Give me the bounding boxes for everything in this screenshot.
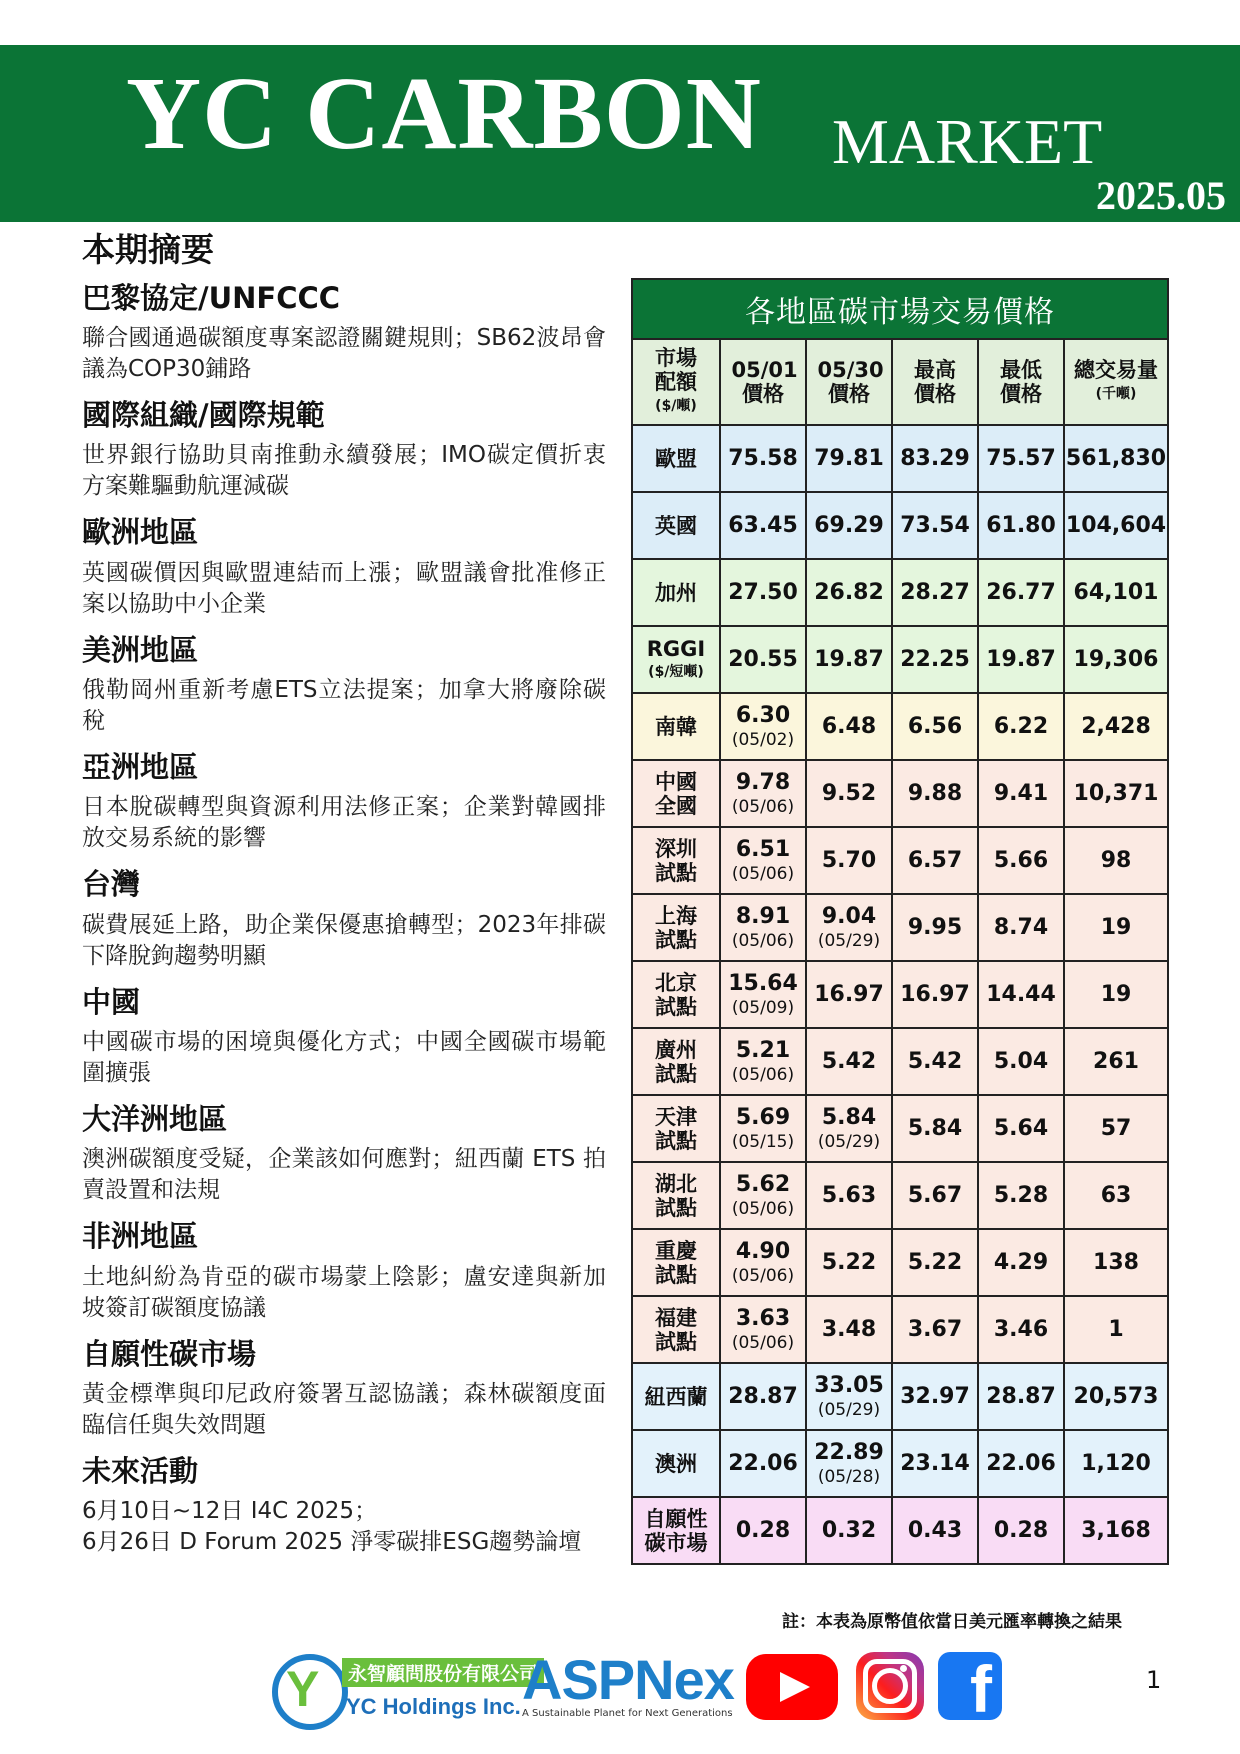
cell-0501-date: (05/06) (731, 1199, 795, 1219)
cell-0530: 19.87 (806, 626, 892, 693)
cell-0501 (720, 1162, 806, 1229)
table-row (632, 559, 1168, 626)
cell-0501-date: (05/06) (731, 1333, 795, 1353)
instagram-icon[interactable] (856, 1652, 924, 1720)
cell-0530: 79.81 (806, 425, 892, 492)
summary-column (82, 230, 606, 1572)
cell-market-l2: 試點 (655, 1262, 697, 1287)
brand-title: YC CARBON (126, 56, 762, 171)
cell-market (632, 1497, 720, 1564)
cell-0530: 0.32 (806, 1497, 892, 1564)
section-text: 世界銀行協助貝南推動永續發展；IMO碳定價折衷方案難驅動航運減碳 (82, 442, 606, 500)
cell-volume: 104,604 (1064, 492, 1168, 559)
brand-subtitle: MARKET (832, 106, 1103, 177)
cell-0501-date: (05/06) (731, 1266, 795, 1286)
cell-low: 4.29 (978, 1229, 1064, 1296)
cell-0501 (720, 1296, 806, 1363)
section-text: 中國碳市場的困境與優化方式；中國全國碳市場範圍擴張 (82, 1029, 606, 1086)
cell-0501: 0.28 (720, 1497, 806, 1564)
summary-section (82, 1103, 606, 1206)
cell-market (632, 961, 720, 1028)
cell-market-label: RGGI (646, 636, 706, 661)
cell-0530 (806, 1363, 892, 1430)
section-title: 中國 (82, 984, 141, 1019)
col-header-market-label: 市場配額 (655, 346, 697, 394)
section-title: 巴黎協定/UNFCCC (82, 280, 341, 315)
cell-market-l2: 試點 (655, 1061, 697, 1086)
cell-market-l2: 試點 (655, 1195, 697, 1220)
cell-volume: 561,830 (1064, 425, 1168, 492)
cell-0501-value: 15.64 (728, 971, 798, 996)
footer (0, 1648, 1240, 1748)
table-header-row (632, 339, 1168, 425)
cell-market (632, 1028, 720, 1095)
cell-market-l1: 上海 (655, 903, 697, 928)
summary-section (82, 634, 606, 737)
cell-0501-date: (05/15) (731, 1132, 795, 1152)
section-title: 亞洲地區 (82, 749, 199, 784)
section-title: 美洲地區 (82, 632, 199, 667)
cell-market-l1: 深圳 (655, 836, 697, 861)
section-title: 自願性碳市場 (82, 1336, 257, 1371)
cell-0501-date: (05/06) (731, 1065, 795, 1085)
cell-low: 14.44 (978, 961, 1064, 1028)
cell-low: 0.28 (978, 1497, 1064, 1564)
col-header-volume (1064, 339, 1168, 425)
cell-low: 22.06 (978, 1430, 1064, 1497)
table-row (632, 492, 1168, 559)
cell-market: 澳洲 (632, 1430, 720, 1497)
table-caption: 各地區碳市場交易價格 (632, 279, 1168, 339)
summary-section (82, 282, 606, 385)
table-row (632, 1296, 1168, 1363)
cell-market-l1: 福建 (655, 1305, 697, 1330)
cell-high: 22.25 (892, 626, 978, 693)
col-header-0501-label: 05/01價格 (731, 358, 798, 406)
section-text: 澳洲碳額度受疑，企業該如何應對；紐西蘭 ETS 拍賣設置和法規 (82, 1146, 606, 1204)
cell-market-l1: 中國 (655, 769, 697, 794)
yc-holdings-cn-name: 永智顧問股份有限公司 (342, 1658, 544, 1687)
table-row (632, 760, 1168, 827)
cell-0530: 69.29 (806, 492, 892, 559)
cell-market-l2: 試點 (655, 1128, 697, 1153)
cell-volume: 3,168 (1064, 1497, 1168, 1564)
cell-market: 英國 (632, 492, 720, 559)
cell-low: 75.57 (978, 425, 1064, 492)
col-header-volume-label: 總交易量 (1074, 358, 1158, 382)
cell-0530: 5.42 (806, 1028, 892, 1095)
cell-0530 (806, 894, 892, 961)
cell-high: 5.22 (892, 1229, 978, 1296)
facebook-icon[interactable]: f (938, 1652, 1002, 1720)
cell-market-l2: 全國 (655, 793, 697, 818)
cell-0501-value: 3.63 (735, 1306, 791, 1331)
cell-market-l2: 試點 (655, 994, 697, 1019)
cell-0530: 5.22 (806, 1229, 892, 1296)
cell-market-l2: 試點 (655, 860, 697, 885)
cell-market-l1: 天津 (655, 1104, 697, 1129)
summary-section (82, 1220, 606, 1323)
cell-0530-value: 22.89 (814, 1440, 884, 1465)
cell-market-l2: 碳市場 (644, 1530, 708, 1555)
col-header-0530 (806, 339, 892, 425)
cell-high: 0.43 (892, 1497, 978, 1564)
cell-market-l1: 重慶 (655, 1238, 697, 1263)
cell-0501 (720, 1028, 806, 1095)
cell-market (632, 827, 720, 894)
cell-high: 3.67 (892, 1296, 978, 1363)
cell-0501-value: 8.91 (735, 904, 791, 929)
cell-market-l1: 湖北 (655, 1171, 697, 1196)
cell-0501 (720, 760, 806, 827)
section-text: 俄勒岡州重新考慮ETS立法提案；加拿大將廢除碳稅 (82, 676, 606, 734)
cell-market-l1: 廣州 (655, 1037, 697, 1062)
section-title: 歐洲地區 (82, 515, 199, 550)
aspnex-logo[interactable] (522, 1648, 734, 1732)
cell-0501 (720, 894, 806, 961)
cell-0501-value: 5.62 (735, 1172, 791, 1197)
cell-0530 (806, 1430, 892, 1497)
cell-0501-date: (05/02) (731, 730, 795, 750)
cell-low: 26.77 (978, 559, 1064, 626)
cell-0530-date: (05/29) (817, 1132, 881, 1152)
cell-low: 61.80 (978, 492, 1064, 559)
instagram-dot (900, 1665, 907, 1672)
cell-0501: 20.55 (720, 626, 806, 693)
cell-0530: 16.97 (806, 961, 892, 1028)
cell-0501-value: 5.21 (735, 1038, 791, 1063)
cell-market (632, 760, 720, 827)
cell-high: 9.95 (892, 894, 978, 961)
cell-market-l2: 試點 (655, 1329, 697, 1354)
cell-volume: 1,120 (1064, 1430, 1168, 1497)
col-header-volume-unit: (千噸) (1095, 386, 1137, 402)
cell-low: 5.28 (978, 1162, 1064, 1229)
cell-0530-value: 33.05 (814, 1373, 884, 1398)
cell-volume: 10,371 (1064, 760, 1168, 827)
table-row (632, 1162, 1168, 1229)
summary-section (82, 1338, 606, 1441)
cell-low: 19.87 (978, 626, 1064, 693)
cell-high: 9.88 (892, 760, 978, 827)
summary-section (82, 751, 606, 854)
cell-0501-date: (05/09) (731, 998, 795, 1018)
cell-low: 28.87 (978, 1363, 1064, 1430)
cell-high: 73.54 (892, 492, 978, 559)
event-line: 6月10日~12日 I4C 2025； (82, 1498, 378, 1525)
cell-0501-date: (05/06) (731, 797, 795, 817)
col-header-low-label: 最低價格 (1000, 358, 1042, 406)
cell-volume: 98 (1064, 827, 1168, 894)
cell-volume: 138 (1064, 1229, 1168, 1296)
cell-high: 16.97 (892, 961, 978, 1028)
cell-0501 (720, 961, 806, 1028)
cell-0501-date: (05/06) (731, 931, 795, 951)
table-row (632, 894, 1168, 961)
table-row (632, 1363, 1168, 1430)
cell-low: 6.22 (978, 693, 1064, 760)
cell-0530: 5.63 (806, 1162, 892, 1229)
col-header-0530-label: 05/30價格 (817, 358, 884, 406)
section-text: 日本脫碳轉型與資源利用法修正案；企業對韓國排放交易系統的影響 (82, 794, 606, 852)
cell-0501-value: 5.69 (735, 1105, 791, 1130)
cell-volume: 20,573 (1064, 1363, 1168, 1430)
cell-0530: 26.82 (806, 559, 892, 626)
carbon-price-table (631, 278, 1169, 1565)
cell-market: 紐西蘭 (632, 1363, 720, 1430)
summary-section (82, 868, 606, 971)
event-line: 6月26日 D Forum 2025 淨零碳排ESG趨勢論壇 (82, 1529, 582, 1556)
cell-market-l1: 自願性 (644, 1506, 708, 1531)
cell-0501-value: 4.90 (735, 1239, 791, 1264)
table-row (632, 425, 1168, 492)
cell-market (632, 1229, 720, 1296)
cell-0530: 9.52 (806, 760, 892, 827)
col-header-0501 (720, 339, 806, 425)
table-row (632, 827, 1168, 894)
cell-high: 23.14 (892, 1430, 978, 1497)
cell-market (632, 894, 720, 961)
cell-market: 加州 (632, 559, 720, 626)
issue-date: 2025.05 (1096, 173, 1226, 218)
cell-high: 5.67 (892, 1162, 978, 1229)
cell-high: 6.56 (892, 693, 978, 760)
section-text: 英國碳價因與歐盟連結而上漲；歐盟議會批准修正案以協助中小企業 (82, 559, 606, 617)
cell-0501: 75.58 (720, 425, 806, 492)
cell-market-l1: 北京 (655, 970, 697, 995)
cell-0530-date: (05/29) (817, 1400, 881, 1420)
cell-0530 (806, 1095, 892, 1162)
cell-0501 (720, 1095, 806, 1162)
summary-section (82, 986, 606, 1089)
col-header-high-label: 最高價格 (914, 358, 956, 406)
cell-0530-value: 9.04 (821, 904, 877, 929)
cell-low: 3.46 (978, 1296, 1064, 1363)
table-row (632, 1430, 1168, 1497)
cell-market (632, 1095, 720, 1162)
events-title: 未來活動 (82, 1454, 199, 1489)
cell-volume: 19 (1064, 961, 1168, 1028)
cell-low: 5.04 (978, 1028, 1064, 1095)
cell-market (632, 1162, 720, 1229)
col-header-market (632, 339, 720, 425)
yc-logo-y-icon: Y (286, 1661, 320, 1717)
events-section (82, 1455, 606, 1558)
cell-0530: 5.70 (806, 827, 892, 894)
table-row (632, 626, 1168, 693)
instagram-lens (872, 1668, 908, 1704)
section-title: 台灣 (82, 867, 141, 902)
youtube-icon[interactable] (746, 1654, 838, 1720)
cell-high: 5.42 (892, 1028, 978, 1095)
page-number: 1 (1146, 1666, 1162, 1694)
table-row (632, 1028, 1168, 1095)
cell-high: 5.84 (892, 1095, 978, 1162)
col-header-market-unit: ($/噸) (655, 398, 697, 414)
play-icon (780, 1672, 810, 1702)
col-header-low (978, 339, 1064, 425)
cell-0501 (720, 1229, 806, 1296)
section-text: 聯合國通過碳額度專案認證關鍵規則；SB62波昂會議為COP30鋪路 (82, 324, 606, 382)
cell-volume: 2,428 (1064, 693, 1168, 760)
cell-0501: 28.87 (720, 1363, 806, 1430)
cell-volume: 261 (1064, 1028, 1168, 1095)
cell-volume: 1 (1064, 1296, 1168, 1363)
section-text: 黃金標準與印尼政府簽署互認協議；森林碳額度面臨信任與失效問題 (82, 1381, 606, 1439)
cell-0501: 63.45 (720, 492, 806, 559)
cell-high: 6.57 (892, 827, 978, 894)
aspnex-wordmark: ASPNex (522, 1648, 734, 1711)
cell-0501 (720, 827, 806, 894)
col-header-high (892, 339, 978, 425)
cell-market: 南韓 (632, 693, 720, 760)
cell-0530: 3.48 (806, 1296, 892, 1363)
cell-volume: 19,306 (1064, 626, 1168, 693)
cell-market-unit: ($/短噸) (648, 663, 704, 680)
summary-section (82, 516, 606, 619)
cell-0501: 22.06 (720, 1430, 806, 1497)
cell-0530-value: 5.84 (821, 1105, 877, 1130)
cell-market-l2: 試點 (655, 927, 697, 952)
cell-low: 8.74 (978, 894, 1064, 961)
yc-holdings-logo[interactable] (272, 1654, 539, 1728)
cell-volume: 63 (1064, 1162, 1168, 1229)
section-text: 土地糾紛為肯亞的碳市場蒙上陰影；盧安達與新加坡簽訂碳額度協議 (82, 1263, 606, 1321)
table-row (632, 1497, 1168, 1564)
cell-market (632, 626, 720, 693)
cell-0501-value: 6.51 (735, 837, 791, 862)
yc-holdings-en-name: YC Holdings Inc. (346, 1694, 521, 1719)
table-row (632, 1229, 1168, 1296)
cell-market (632, 1296, 720, 1363)
section-text: 碳費展延上路，助企業保優惠搶轉型；2023年排碳下降脫鉤趨勢明顯 (82, 911, 606, 969)
cell-0501-value: 9.78 (735, 770, 791, 795)
section-title: 國際組織/國際規範 (82, 397, 325, 432)
cell-0501-value: 6.30 (735, 703, 791, 728)
cell-0501: 27.50 (720, 559, 806, 626)
table-row (632, 1095, 1168, 1162)
summary-title: 本期摘要 (82, 230, 214, 269)
cell-0530: 6.48 (806, 693, 892, 760)
cell-0530-date: (05/29) (817, 931, 881, 951)
table-row (632, 961, 1168, 1028)
cell-volume: 64,101 (1064, 559, 1168, 626)
cell-0530-date: (05/28) (817, 1467, 881, 1487)
section-title: 大洋洲地區 (82, 1102, 228, 1136)
cell-volume: 57 (1064, 1095, 1168, 1162)
cell-volume: 19 (1064, 894, 1168, 961)
cell-market: 歐盟 (632, 425, 720, 492)
cell-low: 5.64 (978, 1095, 1064, 1162)
cell-0501 (720, 693, 806, 760)
cell-0501-date: (05/06) (731, 864, 795, 884)
table-note: 註：本表為原幣值依當日美元匯率轉換之結果 (782, 1612, 1122, 1632)
summary-section (82, 399, 606, 502)
table-row (632, 693, 1168, 760)
cell-high: 83.29 (892, 425, 978, 492)
cell-high: 28.27 (892, 559, 978, 626)
aspnex-tagline: A Sustainable Planet for Next Generations (522, 1708, 733, 1719)
cell-low: 5.66 (978, 827, 1064, 894)
cell-high: 32.97 (892, 1363, 978, 1430)
section-title: 非洲地區 (82, 1219, 199, 1254)
cell-low: 9.41 (978, 760, 1064, 827)
